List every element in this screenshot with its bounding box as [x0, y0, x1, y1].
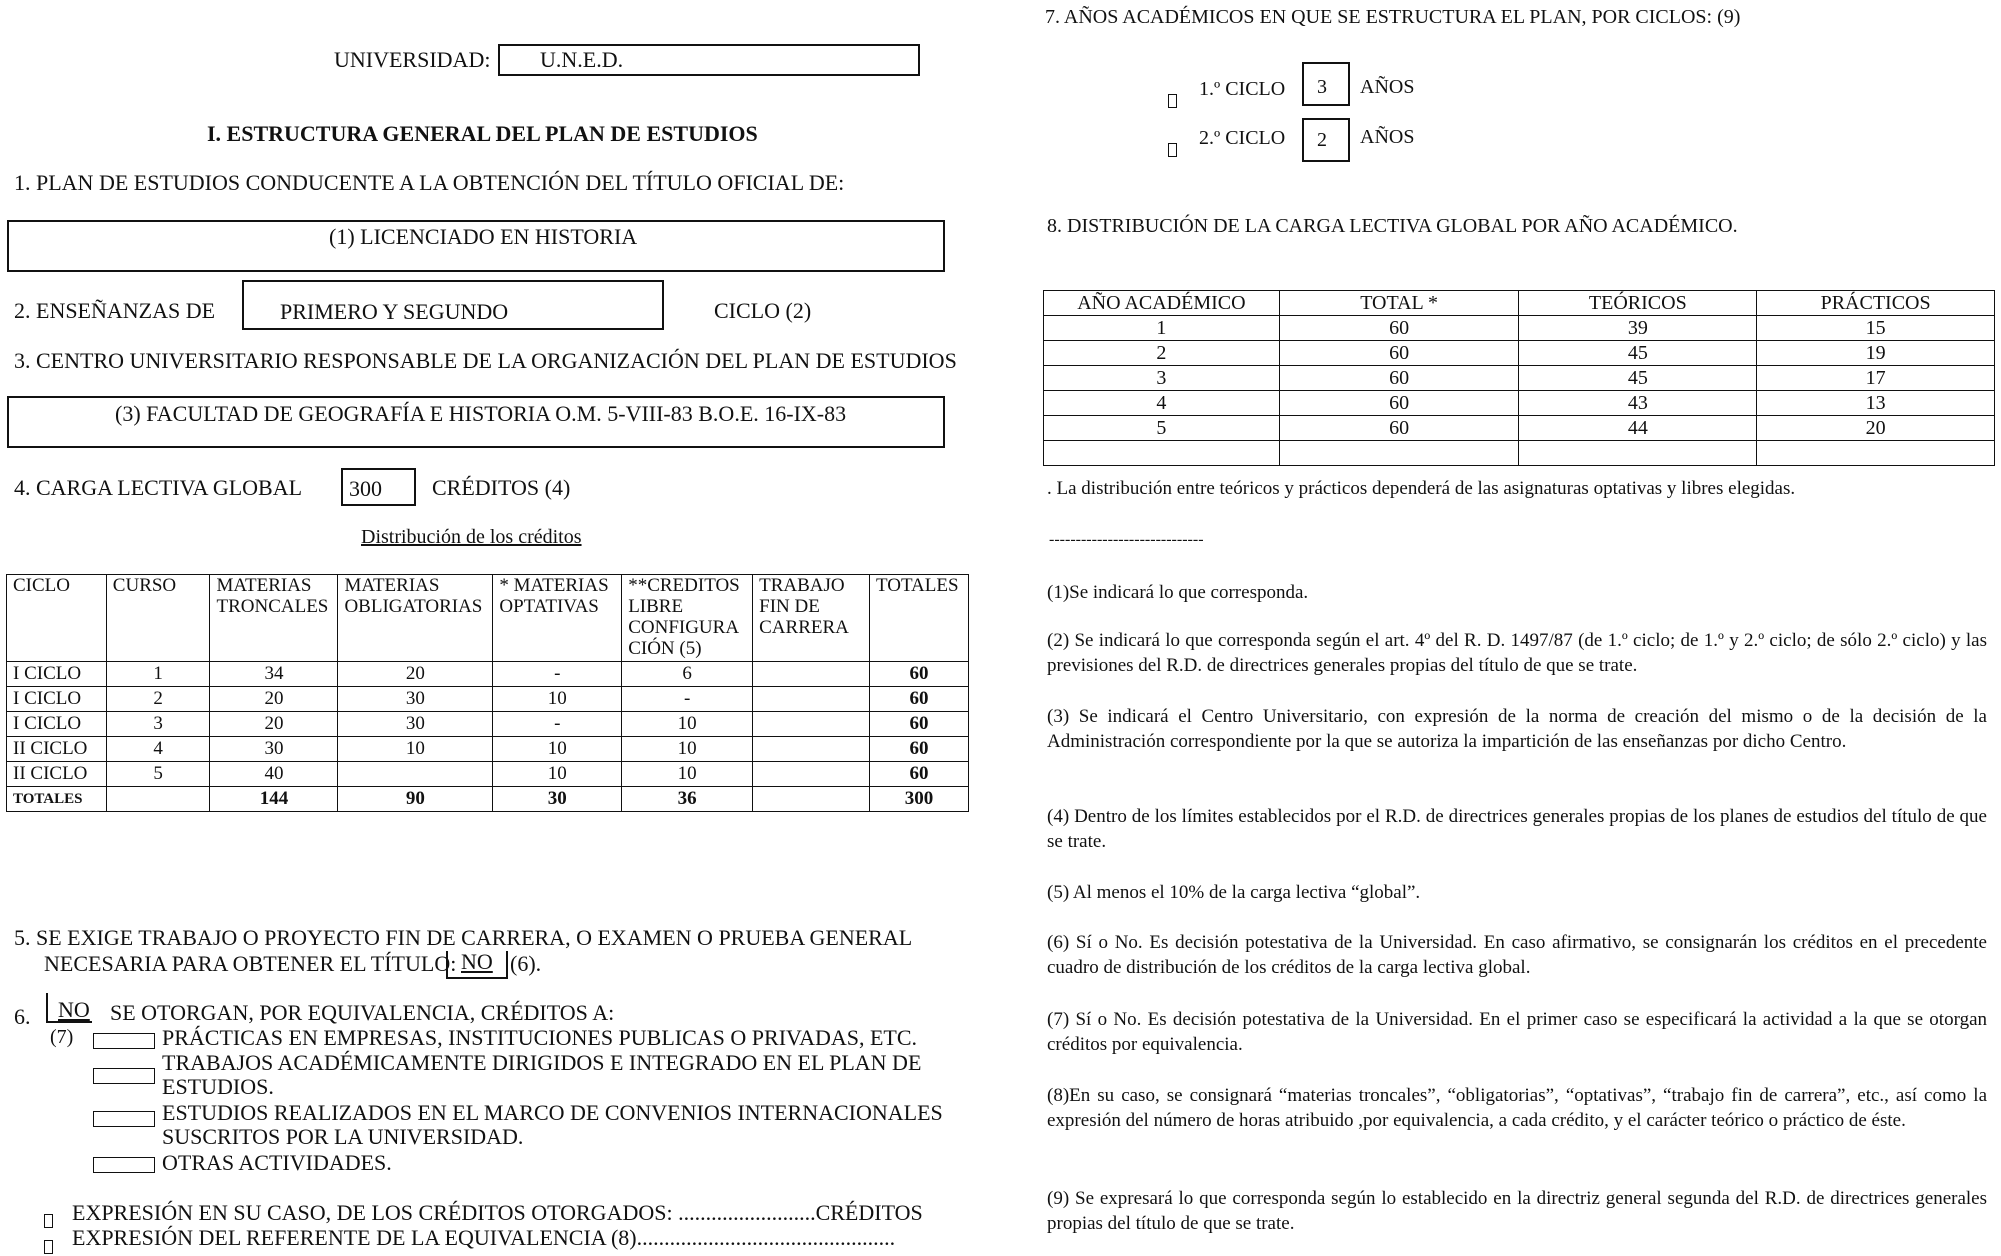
cell: I CICLO	[7, 712, 107, 737]
ciclo1-field[interactable]	[1302, 62, 1350, 106]
col-header: MATERIAS OBLIGATORIAS	[338, 575, 493, 662]
universidad-field[interactable]	[498, 44, 920, 76]
item1-label: 1. PLAN DE ESTUDIOS CONDUCENTE A LA OBTENCIÓN DEL TÍTULO OFICIAL DE:	[14, 170, 845, 195]
cell: 20	[338, 662, 493, 687]
ensenanzas-field[interactable]	[242, 280, 664, 330]
item5-line2: NECESARIA PARA OBTENER EL TÍTULO:	[44, 951, 457, 976]
item5-line1: 5. SE EXIGE TRABAJO O PROYECTO FIN DE CARRERA, O EXAMEN O PRUEBA GENERAL	[14, 925, 913, 950]
ciclo2-value: 2	[1317, 129, 1327, 151]
cell: 4	[106, 737, 210, 762]
carga-table	[1043, 290, 1995, 466]
ciclo1-label: 1.º CICLO	[1199, 78, 1286, 100]
cell: 10	[493, 737, 622, 762]
cell: 45	[1519, 366, 1757, 391]
ensenanzas-value: PRIMERO Y SEGUNDO	[280, 299, 509, 324]
cell: I CICLO	[7, 662, 107, 687]
ciclo1-unit: AÑOS	[1360, 76, 1415, 98]
cell	[338, 762, 493, 787]
cell: 60	[1279, 341, 1519, 366]
universidad-label: UNIVERSIDAD:	[334, 47, 491, 72]
cell: 45	[1519, 341, 1757, 366]
table-row	[7, 737, 969, 762]
equivalencia-field[interactable]	[46, 993, 92, 1023]
cell	[753, 712, 870, 737]
option-convenios: ESTUDIOS REALIZADOS EN EL MARCO DE CONVENIOS INTERNACIONALES	[162, 1100, 943, 1125]
item8-label: 8. DISTRIBUCIÓN DE LA CARGA LECTIVA GLOBAL POR AÑO ACADÉMICO.	[1047, 215, 1738, 237]
col-header: TOTALES	[869, 575, 968, 662]
note-6: (6) Sí o No. Es decisión potestativa de la Universidad. En caso afirmativo, se consignarán los créditos en el precedente cuadro de distribución de los créditos de la carga lectiva global.	[1047, 932, 1987, 978]
item6-label: SE OTORGAN, POR EQUIVALENCIA, CRÉDITOS A:	[110, 1000, 615, 1025]
note-2: (2) Se indicará lo que corresponda según el art. 4º del R. D. 1497/87 (de 1.º ciclo; de 1.º y 2.º ciclo; de sólo 2.º ciclo) y las previsiones del R.D. de directrices generales propias del título de que se trate.	[1047, 630, 1987, 676]
trabajo-fin-value: NO	[461, 949, 493, 974]
option-otras: OTRAS ACTIVIDADES.	[162, 1150, 392, 1175]
cell: 10	[622, 762, 753, 787]
item7-label: 7. AÑOS ACADÉMICOS EN QUE SE ESTRUCTURA EL PLAN, POR CICLOS: (9)	[1045, 6, 1741, 28]
cell	[106, 787, 210, 812]
cell	[753, 662, 870, 687]
cell	[1757, 441, 1995, 466]
carga-header-row	[1044, 291, 1995, 316]
carga-value: 300	[349, 476, 382, 501]
note-9: (9) Se expresará lo que corresponda según lo establecido en la directriz general segunda del R.D. de directrices generales propias del título de que se trate.	[1047, 1188, 1987, 1234]
cell: 30	[210, 737, 338, 762]
col-header: CURSO	[106, 575, 210, 662]
cell: 10	[338, 737, 493, 762]
cell: 43	[1519, 391, 1757, 416]
universidad-value: U.N.E.D.	[540, 47, 624, 72]
carga-field[interactable]	[341, 468, 416, 506]
option-trabajos-2: ESTUDIOS.	[162, 1074, 274, 1099]
cell: 60	[869, 687, 968, 712]
cell: 5	[1044, 416, 1280, 441]
ciclo2-label: 2.º CICLO	[1199, 127, 1286, 149]
cell: 30	[338, 712, 493, 737]
cell: 36	[622, 787, 753, 812]
cell: 34	[210, 662, 338, 687]
cell: 30	[338, 687, 493, 712]
cell: 4	[1044, 391, 1280, 416]
col-header: CICLO	[7, 575, 107, 662]
cell	[1044, 441, 1280, 466]
cell: 20	[1757, 416, 1995, 441]
col-header: AÑO ACADÉMICO	[1044, 291, 1280, 316]
table-row	[7, 687, 969, 712]
col-header: * MATERIAS OPTATIVAS	[493, 575, 622, 662]
cell: 1	[106, 662, 210, 687]
cell: 60	[869, 662, 968, 687]
cell: -	[622, 687, 753, 712]
section-title: I. ESTRUCTURA GENERAL DEL PLAN DE ESTUDIOS	[207, 121, 758, 146]
cell: 3	[106, 712, 210, 737]
item6-number: 6.	[14, 1004, 31, 1029]
centro-field[interactable]	[7, 396, 945, 448]
col-header: **CREDITOS LIBRE CONFIGURA CIÓN (5)	[622, 575, 753, 662]
table-row	[1044, 341, 1995, 366]
cell	[753, 737, 870, 762]
option-convenios-2: SUSCRITOS POR LA UNIVERSIDAD.	[162, 1124, 524, 1149]
cell: 3	[1044, 366, 1280, 391]
cell: 44	[1519, 416, 1757, 441]
cell: 20	[210, 687, 338, 712]
table-row	[1044, 316, 1995, 341]
item5-suffix: (6).	[510, 951, 542, 976]
titulo-value: (1) LICENCIADO EN HISTORIA	[329, 224, 638, 249]
cell: 300	[869, 787, 968, 812]
cell	[1519, 441, 1757, 466]
cell: 1	[1044, 316, 1280, 341]
table-row	[7, 712, 969, 737]
notes-separator: -----------------------------	[1049, 531, 1204, 548]
bullet-icon	[1168, 141, 1177, 159]
equivalencia-value: NO	[58, 997, 90, 1022]
item3-label: 3. CENTRO UNIVERSITARIO RESPONSABLE DE LA ORGANIZACIÓN DEL PLAN DE ESTUDIOS	[14, 348, 957, 373]
cell: 60	[869, 737, 968, 762]
option-trabajos: TRABAJOS ACADÉMICAMENTE DIRIGIDOS E INTEGRADO EN EL PLAN DE	[162, 1050, 922, 1075]
cell: TOTALES	[7, 787, 107, 812]
carga-footnote: . La distribución entre teóricos y prácticos dependerá de las asignaturas optativas y libres elegidas.	[1047, 478, 1796, 499]
table-row	[1044, 366, 1995, 391]
cell: 10	[622, 712, 753, 737]
table-row	[1044, 416, 1995, 441]
item4-suffix: CRÉDITOS (4)	[432, 475, 571, 500]
credits-table	[6, 574, 969, 812]
cell: 20	[210, 712, 338, 737]
note-5: (5) Al menos el 10% de la carga lectiva “global”.	[1047, 882, 1421, 903]
option-checkbox[interactable]	[93, 1157, 155, 1173]
cell: 10	[622, 737, 753, 762]
item2-label: 2. ENSEÑANZAS DE	[14, 298, 216, 323]
bullet-icon	[44, 1212, 53, 1230]
distribucion-title: Distribución de los créditos	[361, 526, 582, 548]
item4-label: 4. CARGA LECTIVA GLOBAL	[14, 475, 303, 500]
table-row	[1044, 391, 1995, 416]
col-header: TRABAJO FIN DE CARRERA	[753, 575, 870, 662]
cell: 19	[1757, 341, 1995, 366]
credits-header-row	[7, 575, 969, 662]
col-header: TOTAL *	[1279, 291, 1519, 316]
cell: 60	[1279, 416, 1519, 441]
expr-creditos: EXPRESIÓN EN SU CASO, DE LOS CRÉDITOS OTORGADOS: .........................CRÉDITOS	[72, 1200, 923, 1225]
cell: 15	[1757, 316, 1995, 341]
cell: 60	[1279, 316, 1519, 341]
cell: -	[493, 712, 622, 737]
cell: 5	[106, 762, 210, 787]
cell: 60	[869, 712, 968, 737]
item6-ref: (7)	[50, 1026, 74, 1048]
expr-referente: EXPRESIÓN DEL REFERENTE DE LA EQUIVALENCIA (8)...............................................	[72, 1225, 896, 1250]
col-header: PRÁCTICOS	[1757, 291, 1995, 316]
trabajo-fin-field[interactable]	[446, 951, 508, 979]
ciclo1-value: 3	[1317, 76, 1327, 98]
cell: 6	[622, 662, 753, 687]
option-checkbox[interactable]	[93, 1111, 155, 1127]
ciclo2-unit: AÑOS	[1360, 126, 1415, 148]
cell: 90	[338, 787, 493, 812]
cell: -	[493, 662, 622, 687]
note-3: (3) Se indicará el Centro Universitario, con expresión de la norma de creación del mismo o de la decisión de la Administración correspondiente por la que se autoriza la impartición de las enseñanzas por dicho Centro.	[1047, 706, 1987, 752]
cell: 40	[210, 762, 338, 787]
note-4: (4) Dentro de los límites establecidos por el R.D. de directrices generales propias de los planes de estudios del título de que se trate.	[1047, 806, 1987, 852]
table-row	[7, 762, 969, 787]
cell: II CICLO	[7, 762, 107, 787]
note-7: (7) Sí o No. Es decisión potestativa de la Universidad. En el primer caso se especificará la actividad a la que se otorgan créditos por equivalencia.	[1047, 1009, 1987, 1055]
cell: 2	[1044, 341, 1280, 366]
note-8: (8)En su caso, se consignará “materias troncales”, “obligatorias”, “optativas”, “trabajo fin de carrera”, etc., así como la expresión del número de horas atribuido ,por equivalencia, a cada crédito, y el carácter teórico o práctico de éste.	[1047, 1085, 1987, 1131]
cell	[753, 762, 870, 787]
option-checkbox[interactable]	[93, 1033, 155, 1049]
table-row	[1044, 441, 1995, 466]
note-1: (1)Se indicará lo que corresponda.	[1047, 582, 1309, 603]
cell: 144	[210, 787, 338, 812]
cell: 60	[869, 762, 968, 787]
cell	[753, 787, 870, 812]
ciclo2-field[interactable]	[1302, 118, 1350, 162]
table-row	[7, 662, 969, 687]
titulo-field[interactable]	[7, 220, 945, 272]
cell: II CICLO	[7, 737, 107, 762]
cell: 60	[1279, 366, 1519, 391]
cell: I CICLO	[7, 687, 107, 712]
cell	[753, 687, 870, 712]
cell: 60	[1279, 391, 1519, 416]
option-practicas: PRÁCTICAS EN EMPRESAS, INSTITUCIONES PUBLICAS O PRIVADAS, ETC.	[162, 1025, 918, 1050]
cell: 2	[106, 687, 210, 712]
item2-suffix: CICLO (2)	[714, 298, 812, 323]
col-header: MATERIAS TRONCALES	[210, 575, 338, 662]
cell: 10	[493, 762, 622, 787]
bullet-icon	[1168, 92, 1177, 110]
cell: 10	[493, 687, 622, 712]
cell: 13	[1757, 391, 1995, 416]
option-checkbox[interactable]	[93, 1068, 155, 1084]
bullet-icon	[44, 1238, 53, 1256]
cell: 30	[493, 787, 622, 812]
col-header: TEÓRICOS	[1519, 291, 1757, 316]
cell: 39	[1519, 316, 1757, 341]
totals-row	[7, 787, 969, 812]
centro-value: (3) FACULTAD DE GEOGRAFÍA E HISTORIA O.M. 5-VIII-83 B.O.E. 16-IX-83	[115, 401, 847, 426]
cell	[1279, 441, 1519, 466]
cell: 17	[1757, 366, 1995, 391]
